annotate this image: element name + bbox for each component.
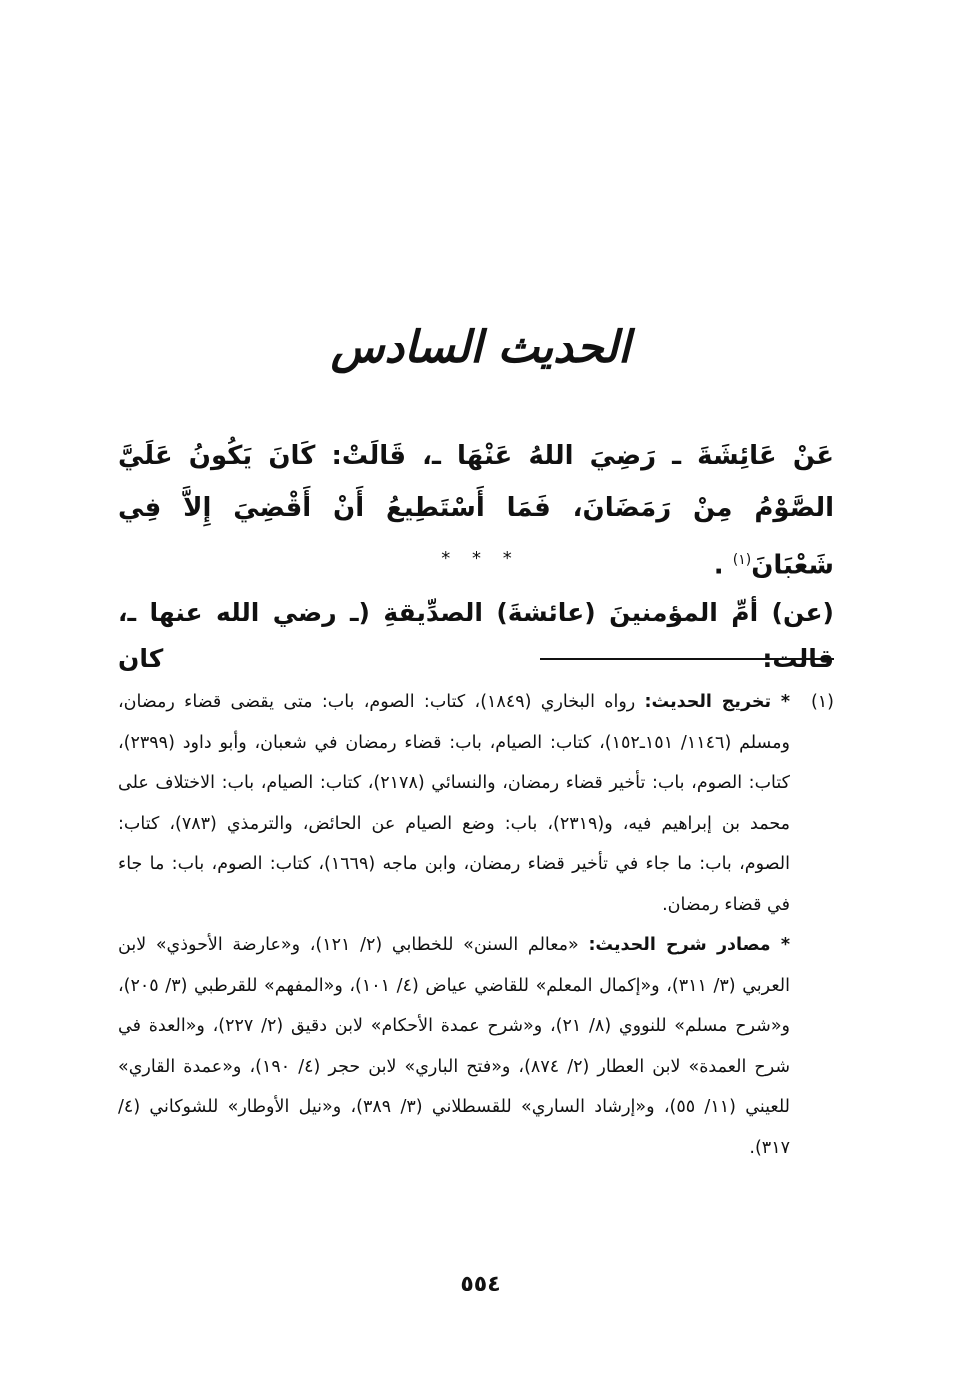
hadith-body: عَنْ عَائِشَةَ ـ رَضِيَ اللهُ عَنْهَا ـ، قَالَتْ: كَانَ يَكُونُ عَلَيَّ الصَّوْمُ مِنْ رَمَضَانَ، فَمَا أَسْتَطِيعُ أَنْ أَقْضِيَ إِلاَّ فِي شَعْبَانَ	[118, 441, 834, 581]
commentary-part-b: قالت: كان	[118, 644, 834, 673]
masadir-text: «معالم السنن» للخطابي (٢/ ١٢١)، و«عارضة الأحوذي» لابن العربي (٣/ ٣١١)، و«إكمال المعلم» للقاضي عياض (٤/ ١٠١)، و«المفهم» للقرطبي (٣/ ٢٠٥)، و«شرح مسلم» للنووي (٨/ ٢١)، و«شرح عمدة الأحكام» لابن دقيق (٢/ ٢٢٧)، و«العدة في شرح العمدة» لابن العطار (٢/ ٨٧٤)، و«فتح الباري» لابن حجر (٤/ ١٩٠)، و«عمدة القاري» للعيني (١١/ ٥٥)، و«إرشاد الساري» للقسطلاني (٣/ ٣٨٩)، و«نيل الأوطار» للشوكاني (٤/ ٣١٧).	[118, 935, 791, 1158]
takhrij-label: * تخريج الحديث:	[644, 692, 790, 712]
hadith-title: الحديث السادس	[330, 322, 631, 373]
page-number: ٥٥٤	[460, 1272, 501, 1297]
footnote-marker: (١)	[810, 692, 834, 712]
masadir-label: * مصادر شرح الحديث:	[588, 935, 791, 955]
takhrij-paragraph	[118, 682, 790, 925]
commentary-text	[118, 590, 834, 682]
hadith-end: .	[713, 550, 733, 581]
footnote	[118, 682, 834, 1168]
commentary-part-a: (عن) أمِّ المؤمنينَ (عائشةَ) الصدِّيقةِ (ـ رضي الله عنها ـ،	[118, 598, 834, 627]
masadir-paragraph	[118, 925, 790, 1168]
footnote-divider	[540, 658, 834, 660]
section-separator: * * *	[441, 548, 520, 569]
footnote-reference[interactable]: (١)	[732, 552, 752, 568]
takhrij-text: رواه البخاري (١٨٤٩)، كتاب: الصوم، باب: متى يقضى قضاء رمضان، ومسلم (١١٤٦/ ١٥١ـ١٥٢)، كتاب: الصيام، باب: قضاء رمضان في شعبان، وأبو داود (٢٣٩٩)، كتاب: الصوم، باب: تأخير قضاء رمضان، والنسائي (٢١٧٨)، كتاب: الصيام، باب: الاختلاف على محمد بن إبراهيم فيه، و(٢٣١٩)، باب: وضع الصيام عن الحائض، والترمذي (٧٨٣)، كتاب: الصوم، باب: ما جاء في تأخير قضاء رمضان، وابن ماجه (١٦٦٩)، كتاب: الصوم، باب: ما جاء في قضاء رمضان.	[118, 692, 791, 915]
